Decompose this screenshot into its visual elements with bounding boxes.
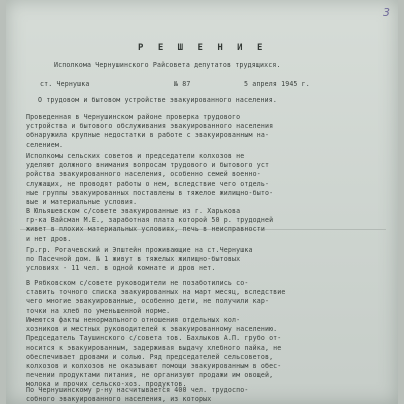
text-line: ройства эвакуированного населения, особенно семей военно- — [26, 170, 261, 179]
text-line: печении продуктами питания, не организуют продажи им овощей, — [26, 371, 274, 380]
text-line: Имеются факты ненормального отношения отдельных кол- — [26, 316, 241, 324]
place-line: ст. Чернушка — [40, 80, 90, 88]
text-line: гр-ка Вайсман М.Е., заработная плата которой 50 р. трудодней — [26, 216, 274, 225]
text-line: носится к эвакуированным, задерживая выдачу хлебного пайка, не — [26, 343, 282, 352]
text-line: уделяют должного внимания вопросам трудового и бытового уст — [26, 161, 270, 170]
text-line: по Пасечной дом. № 1 живут в тяжелых жилищно-бытовых — [26, 255, 241, 264]
text-line: молока и прочих сельско-хоз. продуктов. — [26, 380, 187, 389]
text-line: Председатель Таушинского с/совета тов. Бахлыков А.П. грубо от- — [26, 334, 282, 343]
text-line: Гр.гр. Рогачевский и Эпштейн проживающие на ст.Чернушка — [26, 246, 253, 254]
text-line: чего многие эвакуированные, особенно дети, не получили кар- — [26, 297, 270, 306]
corner-note: 3 — [383, 6, 390, 19]
text-line: служащих, не проводят работы о нем, вследствие чего отдель- — [26, 179, 270, 188]
text-line: устройства и бытового обслуживания эвакуированного населения — [26, 122, 274, 131]
text-line: обнаружила крупные недостатки в работе с эвакуированным на- — [26, 131, 270, 140]
text-line: живет в плохих материальных условиях, печь в неисправности — [26, 225, 265, 234]
document-heading: Р Е Ш Е Н И Е — [138, 43, 267, 53]
text-line: Проведенная в Чернушинском районе проверка трудового — [26, 113, 241, 121]
text-line: По Чернушинскому р-ну насчитывается 400 чел. трудоспо- — [26, 386, 249, 394]
text-line: селением. — [26, 140, 64, 149]
text-line: Исполкомы сельских советов и председатели колхозов не — [26, 152, 245, 160]
text-line: условиях - 11 чел. в одной комнате и дров нет. — [26, 264, 216, 273]
issuing-body: Исполкома Чернушинского Райсовета депутатов трудящихся. — [54, 61, 281, 69]
text-line: хозников и местных руководителей к эвакуированному населению. — [26, 325, 278, 334]
text-line: В Рябковском с/совете руководители не позаботились со- — [26, 279, 249, 287]
text-line: вые и материальные условия. — [26, 198, 138, 206]
text-line: точки на хлеб по уменьшенной норме. — [26, 306, 171, 315]
text-line: и нет дров. — [26, 234, 72, 243]
document-page — [6, 0, 398, 404]
text-line: обеспечивает дровами и солью. Ряд председателей сельсоветов, — [26, 352, 274, 361]
decision-subject: О трудовом и бытовом устройстве эвакуированного населения. — [38, 96, 277, 104]
text-line: В Юльяшевском с/совете эвакуированные из г. Харькова — [26, 207, 241, 215]
decision-date: 5 апреля 1945 г. — [244, 80, 310, 88]
text-line: ные группы эвакуированных поставлены в тяжелое жилищно-быто- — [26, 188, 274, 197]
text-line: собного эвакуированного населения, из которых — [26, 395, 212, 404]
text-line: колхозов и колхозов не оказывают помощи эвакуированным в обес- — [26, 362, 282, 370]
text-line: ставить точного списка эвакуированных на март месяц, вследствие — [26, 288, 286, 297]
decision-number: № 87 — [174, 80, 191, 88]
